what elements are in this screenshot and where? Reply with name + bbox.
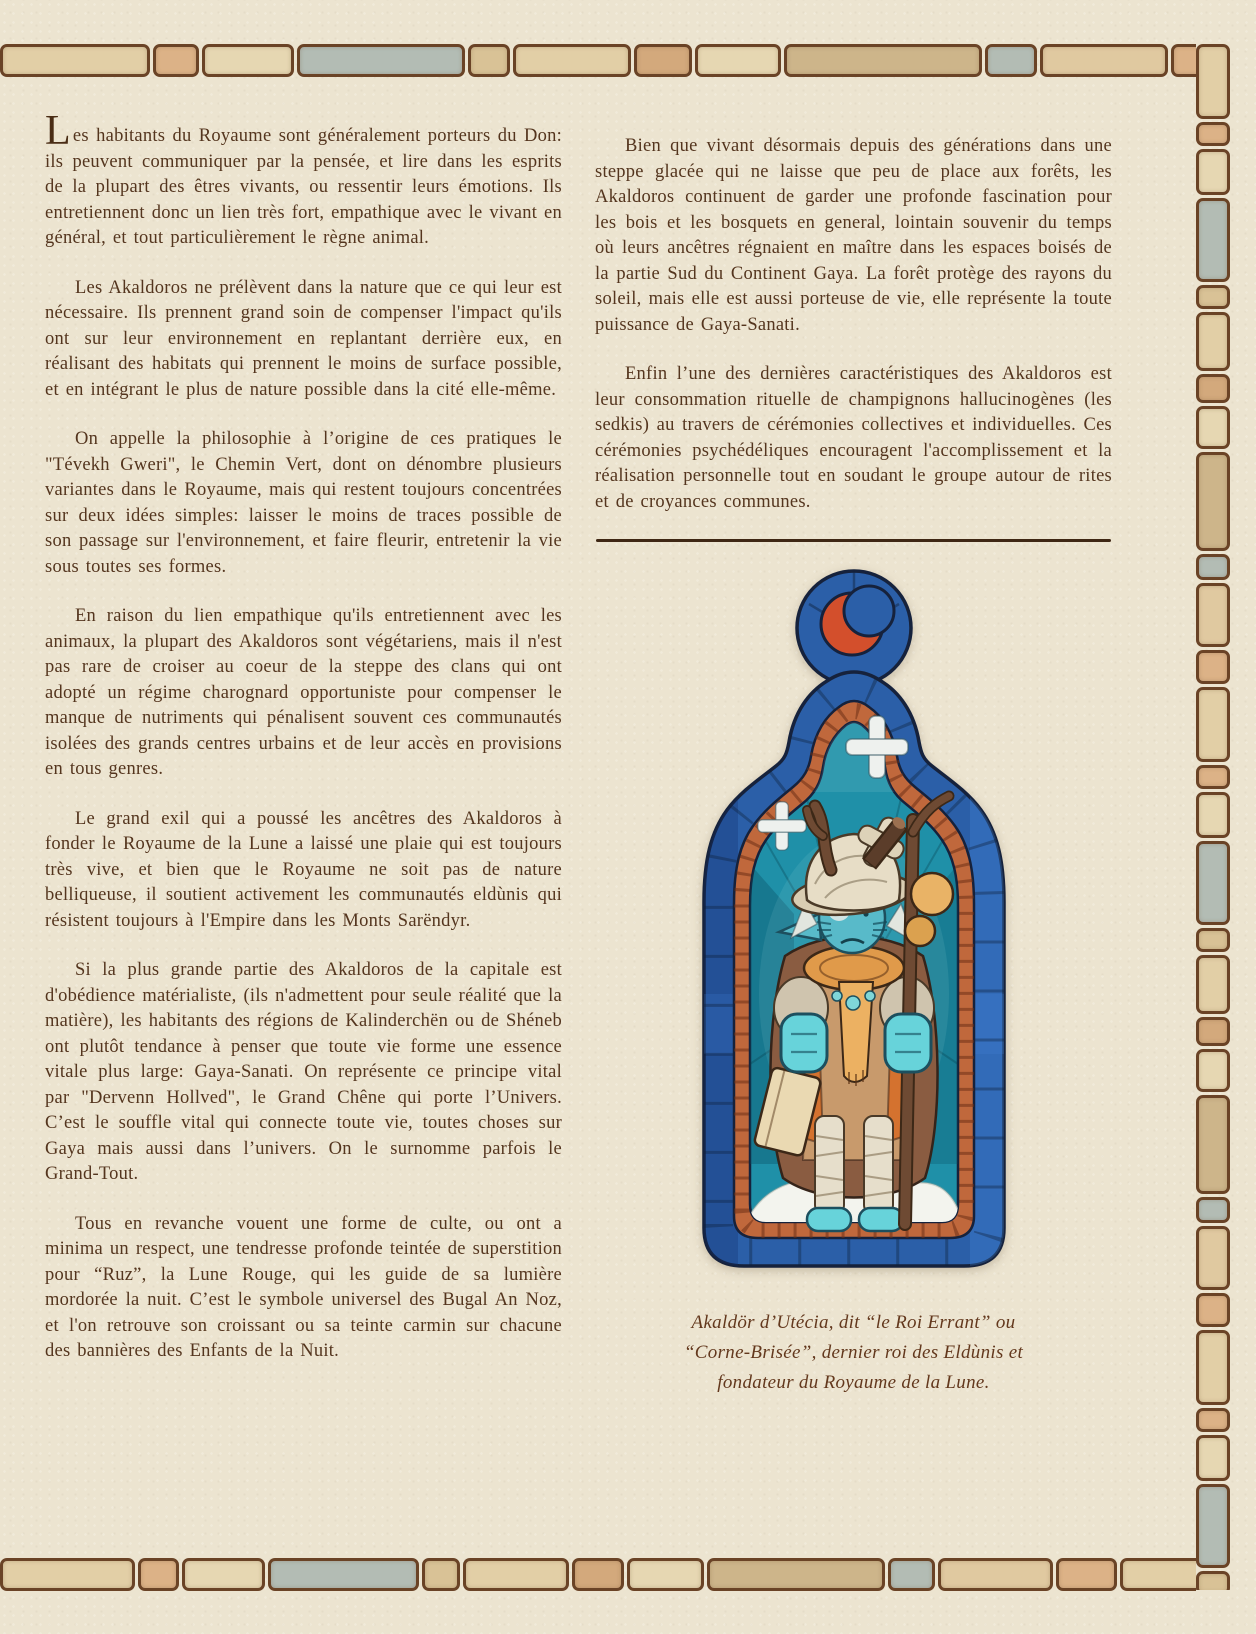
border-tile (463, 1558, 569, 1591)
border-tile (1196, 1484, 1230, 1568)
border-tile (888, 1558, 935, 1591)
caption-line: “Corne-Brisée”, dernier roi des Eldùnis et (683, 1342, 1024, 1363)
paragraph: En raison du lien empathique qu'ils entretiennent avec les animaux, la plupart des Akaldoros sont végétariens, mais il n'est pas rare de croiser au coeur de la steppe des clans qui ont adopté un régime charognard opportuniste pour compenser le manque de nutriments qui pénalisent souvent ces communautés isolées des grands centres urbains et de leur accès en provisions en tous genres. (45, 606, 562, 779)
caption-line: Akaldör d’Utécia, dit “le Roi Errant” ou (691, 1312, 1016, 1333)
border-tile (1196, 406, 1230, 449)
border-tile (1120, 1558, 1196, 1591)
border-tile (634, 44, 692, 77)
border-tile (572, 1558, 624, 1591)
border-tile (1196, 285, 1230, 309)
right-text-column (595, 134, 1112, 1398)
border-tile (1196, 1293, 1230, 1327)
border-tile (202, 44, 294, 77)
border-tile (182, 1558, 265, 1591)
border-tile (1196, 1408, 1230, 1432)
border-tile (513, 44, 631, 77)
border-tile (938, 1558, 1053, 1591)
figure-caption (595, 1308, 1112, 1398)
border-tile (0, 44, 150, 77)
border-tile (1196, 1330, 1230, 1405)
paragraph: Tous en revanche vouent une forme de culte, ou ont a minima un respect, une tendresse profonde teintée de superstition pour “Ruz”, la Lune Rouge, qui les guide de sa lumière mordorée la nuit. C’est le symbole universel des Bugal An Noz, et l'on retrouve son croissant ou sa teinte carmin sur chacune des bannières des Enfants de la Nuit. (45, 1213, 562, 1361)
border-tile (1196, 955, 1230, 1014)
drop-cap: L (45, 108, 71, 154)
border-tile (1196, 44, 1230, 119)
paragraph: Bien que vivant désormais depuis des générations dans une steppe glacée qui ne laisse que peu de place aux forêts, les Akaldoros continuent de garder une profonde fascination pour les bois et les bosquets en general, lointain souvenir du temps où leurs ancêtres régnaient en maître dans les espaces boisés de la partie Sud du Continent Gaya. La forêt protège des rayons du soleil, mais elle est aussi porteuse de vie, elle représente la toute puissance de Gaya-Sanati. (595, 136, 1112, 335)
border-tile (1196, 650, 1230, 684)
border-tile (1196, 554, 1230, 580)
paragraph (45, 108, 562, 252)
border-tile (268, 1558, 419, 1591)
border-tile (1196, 841, 1230, 925)
border-tile (1196, 149, 1230, 195)
border-tile (1196, 1226, 1230, 1290)
border-tile (1196, 928, 1230, 952)
paragraph: Enfin l’une des dernières caractéristiques des Akaldoros est leur consommation rituelle de champignons hallucinogènes (les sedkis) au travers de cérémonies collectives et individuelles. Ces cérémonies psychédéliques encouragent l'accomplissement et la réalisation personnelle tout en soudant le groupe autour de rites et de croyances communes. (595, 364, 1112, 512)
border-tile (707, 1558, 885, 1591)
border-tile (1196, 765, 1230, 789)
border-tile (1196, 1017, 1230, 1046)
left-text-column (45, 108, 562, 1389)
border-tile (1171, 44, 1196, 77)
border-tile (422, 1558, 460, 1591)
paragraph: Le grand exil qui a poussé les ancêtres des Akaldoros à fonder le Royaume de la Lune a laissé une plaie qui est toujours très vive, et bien que le Royaume ne soit pas de nature belliqueuse, il soutient activement les communautés eldùnis qui résistent toujours à l'Empire dans les Monts Sarëndyr. (45, 808, 562, 931)
paragraph: Si la plus grande partie des Akaldoros de la capitale est d'obédience matérialiste, (ils n'admettent pour seule réalité que la matière), les habitants des régions de Kalinderchën ou de Shéneb ont plutôt tendance à penser que toute vie forme une essence vitale plus large: Gaya-Sanati. On représente ce principe vital par "Dervenn Hollved", le Grand Chêne qui porte l’Univers. C’est le souffle vital qui connecte toute vie, toutes choses sur Gaya mais aussi dans l’univers. On le surnomme parfois le Grand-Tout. (45, 960, 562, 1184)
border-tile (297, 44, 465, 77)
border-tile (1196, 1095, 1230, 1194)
border-tile (1196, 374, 1230, 403)
border-tile (784, 44, 982, 77)
dome-medallion (797, 571, 911, 685)
border-top (0, 44, 1196, 77)
paragraph: Les Akaldoros ne prélèvent dans la nature que ce qui leur est nécessaire. Ils prennent grand soin de compenser l'impact qu'ils ont sur leur environnement en replantant derrière eux, en réalisant des habitats qui prennent le moins de surface possible, et en intégrant le plus de nature possible dans la cité elle-même. (45, 277, 562, 400)
border-tile (1040, 44, 1168, 77)
border-tile (1196, 1197, 1230, 1223)
border-tile (1196, 583, 1230, 647)
border-tile (1196, 122, 1230, 146)
border-tile (138, 1558, 179, 1591)
border-tile (627, 1558, 704, 1591)
border-tile (695, 44, 781, 77)
border-tile (1056, 1558, 1117, 1591)
border-tile (0, 1558, 135, 1591)
border-tile (1196, 687, 1230, 762)
border-bottom (0, 1558, 1196, 1591)
border-tile (1196, 198, 1230, 282)
border-tile (1196, 312, 1230, 371)
border-tile (1196, 1571, 1230, 1590)
border-tile (1196, 452, 1230, 551)
border-tile (985, 44, 1037, 77)
border-tile (153, 44, 199, 77)
paragraph: On appelle la philosophie à l’origine de ces pratiques le "Tévekh Gweri", le Chemin Vert, dont on dénombre plusieurs variantes dans le Royaume, mais qui restent toujours concentrées sur deux idées simples: laisser le moins de traces possible de son passage sur l'environnement, et faire fleurir, entretenir la vie sous toutes ses formes. (45, 429, 562, 577)
border-tile (1196, 792, 1230, 838)
caption-line: fondateur du Royaume de la Lune. (717, 1372, 990, 1393)
border-tile (1196, 1435, 1230, 1481)
border-tile (1196, 1049, 1230, 1092)
border-tile (468, 44, 510, 77)
border-right (1196, 44, 1230, 1590)
section-divider (596, 539, 1111, 542)
paragraph-text: es habitants du Royaume sont généralement porteurs du Don: ils peuvent communiquer par la pensée, et lire dans les esprits de la plupart des êtres vivants, ou ressentir leurs émotions. Ils entretiennent donc un lien très fort, empathique avec le vivant en général, et tout particulièrement le règne animal. (45, 126, 562, 248)
stained-glass-window (689, 564, 1019, 1284)
stained-glass-figure (595, 564, 1112, 1398)
